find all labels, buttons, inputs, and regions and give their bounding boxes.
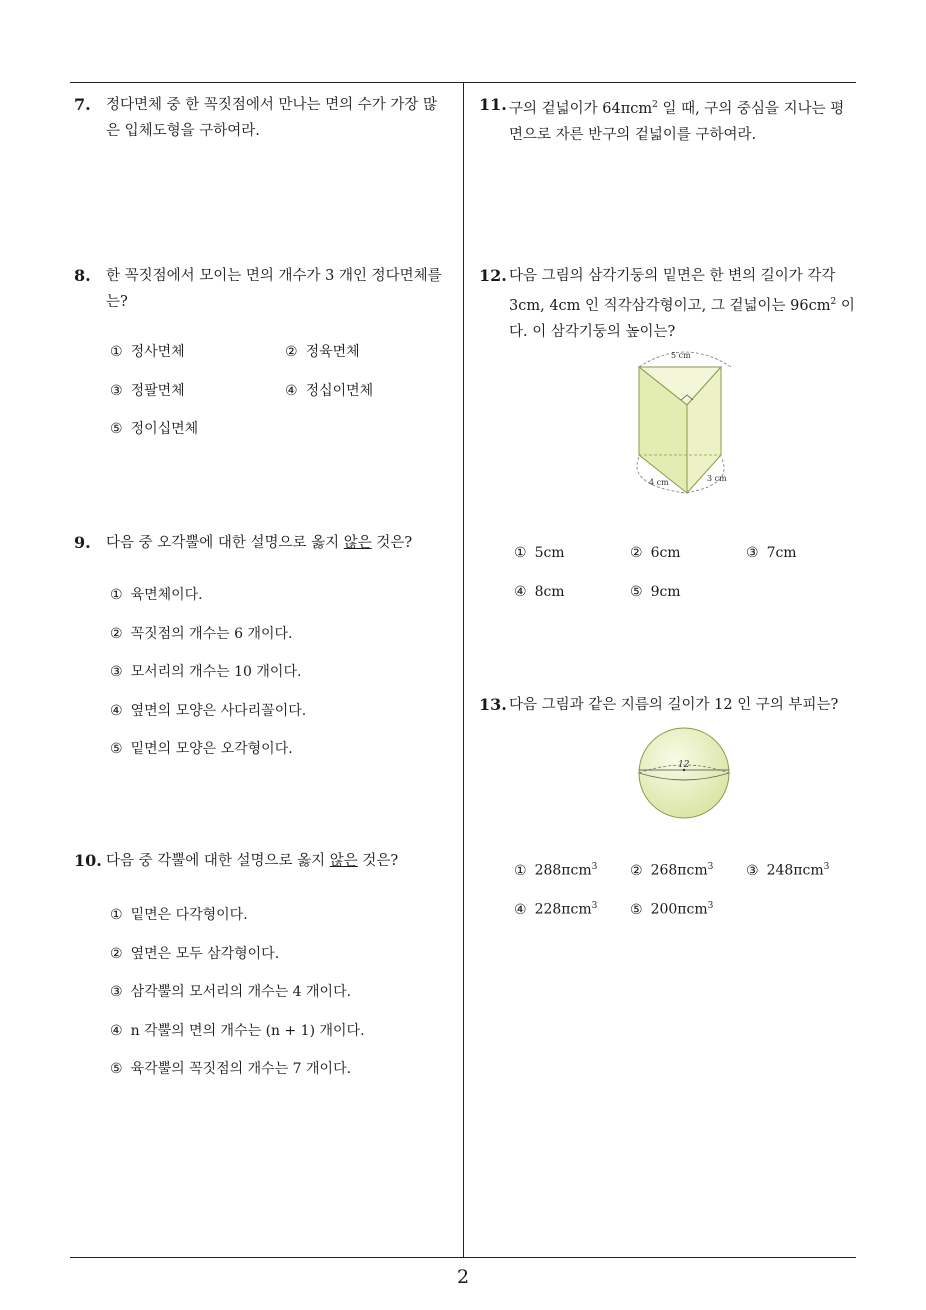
question-text-line: 한 꼭짓점에서 모이는 면의 개수가 3 개인 정다면체를 [106, 268, 442, 284]
question-12 [479, 263, 859, 345]
option-mark: ④ [285, 383, 298, 399]
answer-option[interactable] [285, 341, 360, 361]
option-text: 꼭짓점의 개수는 6 개이다. [130, 626, 293, 642]
option-text: 정십이면체 [305, 383, 374, 399]
question-text-line: 다음 그림과 같은 지름의 길이가 12 인 구의 부피는? [509, 697, 839, 713]
sphere-figure [636, 725, 732, 821]
answer-option[interactable] [746, 862, 829, 879]
option-text: 육각뿔의 꼭짓점의 개수는 7 개이다. [130, 1061, 352, 1077]
option-text: 옆면은 모두 삼각형이다. [130, 946, 280, 962]
option-mark: ⑤ [110, 421, 123, 437]
underlined-word: 않은 [343, 535, 372, 551]
answer-option[interactable] [110, 661, 301, 681]
question-10 [74, 848, 459, 874]
question-number: 7. [74, 95, 91, 114]
answer-option[interactable] [630, 545, 681, 561]
page-number: 2 [456, 1266, 470, 1288]
option-mark: ⑤ [630, 901, 643, 918]
question-text-line [509, 289, 859, 319]
option-text: 228πcm [534, 901, 592, 918]
label-12: 12 [678, 760, 690, 770]
question-text: 것은? [371, 535, 413, 551]
option-text: 6cm [650, 545, 681, 561]
answer-option[interactable] [110, 418, 198, 438]
question-number: 8. [74, 266, 91, 285]
question-text: 다음 중 각뿔에 대한 설명으로 옳지 [106, 853, 330, 869]
option-text: n 각뿔의 면의 개수는 (n + 1) 개이다. [130, 1023, 365, 1039]
option-text: 삼각뿔의 모서리의 개수는 4 개이다. [130, 984, 352, 1000]
option-mark: ① [514, 545, 527, 561]
answer-option[interactable] [514, 862, 597, 879]
answer-option[interactable] [746, 545, 797, 561]
question-number: 12. [479, 266, 507, 285]
question-13 [479, 692, 859, 718]
question-8 [74, 263, 459, 315]
answer-option[interactable] [110, 1020, 365, 1040]
answer-option[interactable] [514, 584, 565, 600]
option-mark: ① [110, 907, 123, 923]
option-mark: ④ [110, 1023, 123, 1039]
option-text: 268πcm [650, 862, 708, 879]
superscript: 3 [591, 862, 598, 872]
question-text-line: 은 입체도형을 구하여라. [106, 123, 260, 139]
option-mark: ③ [110, 984, 123, 1000]
text-part: 일 때, 구의 중심을 지나는 평 [657, 100, 845, 117]
underlined-word: 않은 [329, 853, 358, 869]
option-text: 밑면의 모양은 오각형이다. [130, 741, 293, 757]
question-11 [479, 92, 859, 148]
option-mark: ⑤ [110, 741, 123, 757]
superscript: 3 [707, 862, 714, 872]
option-mark: ③ [110, 664, 123, 680]
option-text: 200πcm [650, 901, 708, 918]
question-text: 것은? [357, 853, 399, 869]
question-number: 9. [74, 533, 91, 552]
option-mark: ④ [514, 584, 527, 600]
superscript: 2 [830, 297, 837, 307]
question-text: 다음 중 오각뿔에 대한 설명으로 옳지 [106, 535, 344, 551]
option-mark: ③ [110, 383, 123, 399]
answer-option[interactable] [110, 380, 185, 400]
answer-option[interactable] [110, 904, 248, 924]
option-mark: ② [630, 862, 643, 879]
superscript: 3 [823, 862, 830, 872]
answer-option[interactable] [110, 943, 279, 963]
answer-option[interactable] [630, 901, 713, 918]
option-mark: ① [514, 862, 527, 879]
question-7 [74, 92, 459, 144]
answer-option[interactable] [630, 862, 713, 879]
triangular-prism-figure [625, 345, 735, 500]
question-text-line: 정다면체 중 한 꼭짓점에서 만나는 면의 수가 가장 많 [106, 97, 438, 113]
column-divider [463, 82, 464, 1258]
option-mark: ⑤ [630, 584, 643, 600]
option-mark: ③ [746, 545, 759, 561]
superscript: 3 [591, 901, 598, 911]
option-text: 육면체이다. [130, 587, 203, 603]
answer-option[interactable] [110, 981, 351, 1001]
label-4cm: 4 cm [649, 478, 669, 487]
answer-option[interactable] [110, 584, 203, 604]
option-text: 정사면체 [130, 344, 185, 360]
option-mark: ② [630, 545, 643, 561]
question-9 [74, 530, 459, 556]
sphere-body [639, 728, 729, 818]
question-text-line [509, 92, 859, 122]
option-text: 정육면체 [305, 344, 360, 360]
answer-option[interactable] [110, 341, 185, 361]
option-text: 8cm [534, 584, 565, 600]
option-text: 7cm [766, 545, 797, 561]
answer-option[interactable] [514, 901, 597, 918]
text-part: 구의 겉넓이가 64πcm [509, 100, 653, 117]
question-text-line: 다. 이 삼각기둥의 높이는? [509, 323, 676, 340]
text-part: 3cm, 4cm 인 직각삼각형이고, 그 겉넓이는 96cm [509, 297, 831, 314]
answer-option[interactable] [110, 1058, 351, 1078]
option-mark: ① [110, 587, 123, 603]
answer-option[interactable] [514, 545, 565, 561]
question-text-line: 다음 그림의 삼각기둥의 밑면은 한 변의 길이가 각각 [509, 268, 836, 284]
option-mark: ② [110, 946, 123, 962]
option-mark: ④ [514, 901, 527, 918]
option-text: 5cm [534, 545, 565, 561]
text-part: 이 [836, 297, 855, 314]
option-mark: ② [285, 344, 298, 360]
option-text: 정팔면체 [130, 383, 185, 399]
label-5cm: 5 cm [671, 351, 691, 360]
option-mark: ⑤ [110, 1061, 123, 1077]
answer-option[interactable] [110, 738, 293, 758]
option-mark: ① [110, 344, 123, 360]
answer-option[interactable] [110, 700, 306, 720]
option-text: 정이십면체 [130, 421, 199, 437]
option-text: 밑면은 다각형이다. [130, 907, 248, 923]
answer-option[interactable] [630, 584, 681, 600]
question-number: 10. [74, 851, 102, 870]
question-text-line: 는? [106, 294, 128, 310]
option-text: 옆면의 모양은 사다리꼴이다. [130, 703, 307, 719]
label-3cm: 3 cm [707, 474, 727, 483]
option-mark: ② [110, 626, 123, 642]
option-text: 248πcm [766, 862, 824, 879]
question-number: 11. [479, 95, 507, 114]
option-text: 288πcm [534, 862, 592, 879]
answer-option[interactable] [110, 623, 293, 643]
option-text: 모서리의 개수는 10 개이다. [130, 664, 302, 680]
bottom-rule [70, 1257, 856, 1258]
question-text-line: 면으로 자른 반구의 겉넓이를 구하여라. [509, 126, 757, 143]
option-mark: ③ [746, 862, 759, 879]
superscript: 3 [707, 901, 714, 911]
superscript: 2 [652, 100, 658, 110]
question-number: 13. [479, 695, 507, 714]
answer-option[interactable] [285, 380, 373, 400]
option-mark: ④ [110, 703, 123, 719]
option-text: 9cm [650, 584, 681, 600]
